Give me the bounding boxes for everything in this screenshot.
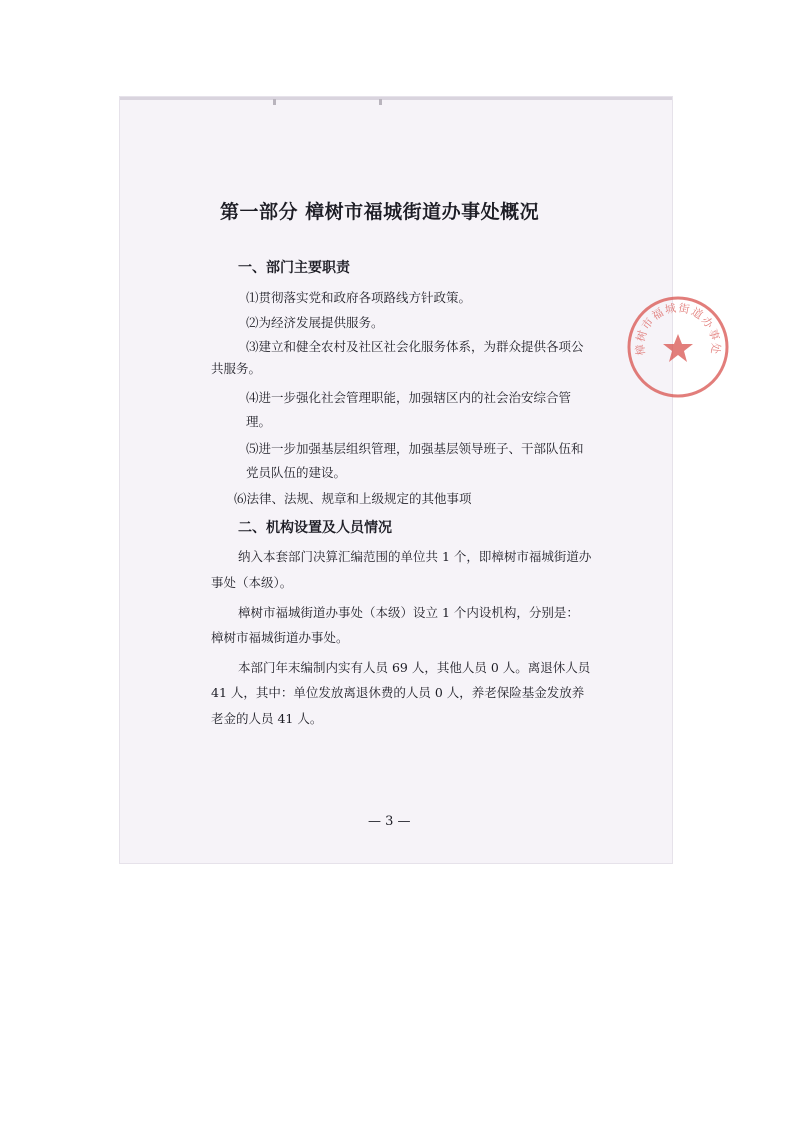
duty-line: ⑵为经济发展提供服务。	[246, 315, 384, 330]
duty-line: 党员队伍的建设。	[246, 465, 347, 480]
document-title: 第一部分 樟树市福城街道办事处概况	[220, 201, 540, 223]
duty-line: 共服务。	[211, 361, 262, 376]
duty-line: 理。	[246, 414, 272, 429]
official-seal	[625, 294, 731, 400]
duty-line: ⑹法律、法规、规章和上级规定的其他事项	[234, 491, 472, 506]
org-line: 樟树市福城街道办事处（本级）设立 1 个内设机构，分别是：	[238, 605, 579, 620]
seal-star-icon	[663, 334, 693, 362]
duty-line: ⑶建立和健全农村及社区社会化服务体系，为群众提供各项公	[246, 339, 584, 354]
org-line: 老金的人员 41 人。	[211, 711, 323, 726]
duty-line: ⑴贯彻落实党和政府各项路线方针政策。	[246, 290, 472, 305]
org-line: 事处（本级）。	[211, 575, 293, 590]
duty-line: ⑸进一步加强基层组织管理，加强基层领导班子、干部队伍和	[246, 441, 584, 456]
seal-text: 樟树市福城街道办事处	[633, 301, 723, 356]
page-number: — 3 —	[368, 814, 411, 829]
org-line: 纳入本套部门决算汇编范围的单位共 1 个，即樟树市福城街道办	[238, 549, 592, 564]
section-heading-duties: 一、部门主要职责	[238, 260, 350, 276]
duty-line: ⑷进一步强化社会管理职能，加强辖区内的社会治安综合管	[246, 390, 572, 405]
scan-mark	[273, 99, 276, 105]
org-line: 本部门年末编制内实有人员 69 人，其他人员 0 人。离退休人员	[238, 660, 591, 675]
scan-mark	[379, 99, 382, 105]
document-page	[120, 97, 723, 863]
org-line: 樟树市福城街道办事处。	[211, 630, 349, 645]
org-line: 41 人，其中：单位发放离退休费的人员 0 人，养老保险基金发放养	[211, 685, 585, 700]
section-heading-organization: 二、机构设置及人员情况	[238, 520, 392, 536]
